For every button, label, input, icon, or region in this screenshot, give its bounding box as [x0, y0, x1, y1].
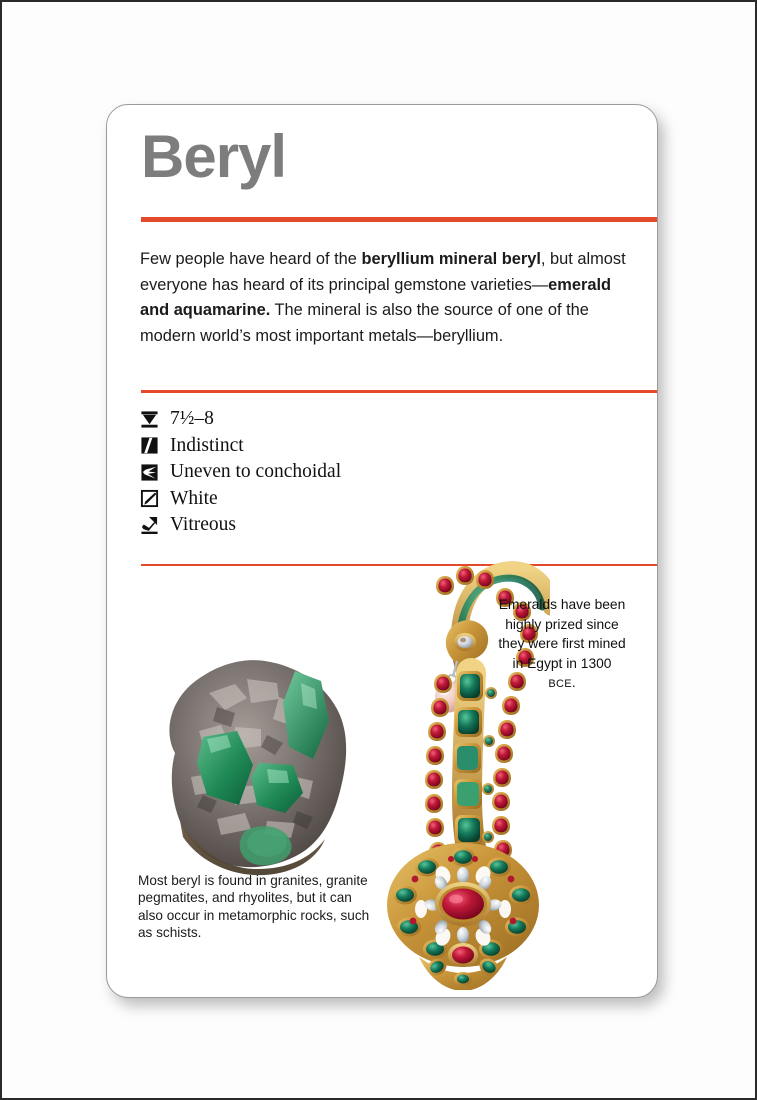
- cleavage-icon: [140, 436, 159, 455]
- emerald-caption-era: BCE: [548, 678, 572, 691]
- intro-segment-1: beryllium mineral beryl: [361, 250, 541, 269]
- specimen-caption: Most beryl is found in granites, granite pegmatites, and rhyolites, but it can also occur in metamorphic rocks, such as schists.: [138, 873, 370, 941]
- streak-icon: [140, 489, 159, 508]
- property-row-luster: [140, 512, 560, 539]
- intro-segment-2: , but almost everyone has heard of its principal gemstone varieties—: [140, 250, 626, 294]
- intro-segment-0: Few people have heard of the: [140, 250, 362, 269]
- property-row-cleavage: [140, 433, 560, 460]
- property-label: Indistinct: [170, 434, 244, 456]
- emerald-caption-period: .: [571, 675, 576, 691]
- page-title: Beryl: [141, 123, 287, 190]
- property-label: 7½–8: [170, 408, 214, 430]
- luster-icon: [140, 516, 159, 535]
- property-label: Uneven to conchoidal: [170, 461, 342, 483]
- mineral-info-card: [106, 104, 658, 998]
- property-row-hardness: [140, 406, 560, 433]
- emerald-caption-text: Emeralds have been highly prized since they were first mined in Egypt in 1300: [498, 597, 626, 671]
- specimen-photo: [147, 635, 362, 880]
- fracture-icon: [140, 463, 159, 482]
- divider-rule-middle: [141, 390, 658, 393]
- hardness-icon: [140, 410, 159, 429]
- property-row-fracture: [140, 459, 560, 486]
- intro-segment-4: The mineral is also the source of one of the modern world’s most important metals—beryllium.: [140, 301, 589, 345]
- emerald-caption: [497, 595, 627, 695]
- intro-paragraph: [140, 247, 635, 349]
- mineral-properties-list: [140, 406, 560, 539]
- property-label: White: [170, 487, 218, 509]
- divider-rule-top: [141, 217, 658, 222]
- property-row-streak: [140, 486, 560, 513]
- property-label: Vitreous: [170, 514, 236, 536]
- intro-segment-3: emerald and aquamarine.: [140, 275, 612, 320]
